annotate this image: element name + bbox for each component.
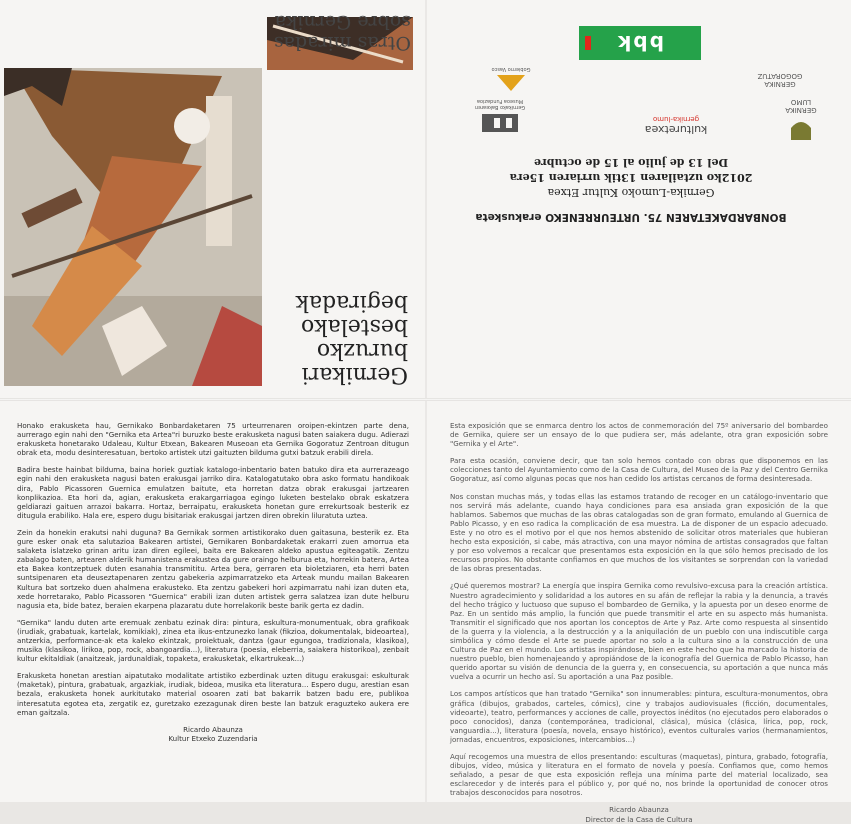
paragraph: Para esta ocasión, conviene decir, que tan solo hemos contado con obras que disponemos en las colecciones tanto del Ayuntamiento como de la Casa de Cultura, del Museo de la Paz y del Centro Gernika Gogoratuz, así como algunas pocas que nos han cedido los artistas cercanos de forma desinteresada. — [450, 456, 828, 484]
basque-text-panel — [0, 401, 425, 802]
kulturetxea-logo: kulturetxea gernika-lumo — [644, 115, 708, 136]
paragraph: Esta exposición que se enmarca dentro los actos de conmemoración del 75º aniversario del bombardeo de Gernika, quiere ser un ensayo de lo que pudiera ser, más adelante, otra gran exposición sobre "Gernika y el Arte". — [450, 421, 828, 449]
bbk-logo: bbk — [579, 26, 701, 60]
exhibit-info — [451, 154, 811, 223]
paragraph: Honako erakusketa hau, Gernikako Bonbardaketaren 75 urteurrenaren oroipen-ekintzen parte dena, aurrerago egin nahi den "Gernika eta Artea"ri buruzko beste erakusketa nagusi baten saiakera dugu. Adierazi erakusketa honetarako Udaleau, Kultur Etxean, Bakearen Museoan eta Gernika Gogoratuz Zentroan ditugun obrak eta, modu desinteresatuan, bertoko artistek utzi gaituzten bilduma gutxi batzuk erabili direla. — [17, 421, 409, 458]
basque-text — [17, 421, 409, 743]
cover-artwork — [4, 68, 262, 386]
signature-name: Ricardo Abaunza — [609, 805, 669, 815]
exhibit-dates-spanish: Del 13 de julio al 15 de octubre — [533, 156, 729, 169]
signature-role: Director de la Casa de Cultura — [585, 814, 693, 824]
cover-subtitle — [274, 11, 411, 53]
signature-role: Kultur Etxeko Zuzendaria — [168, 733, 258, 743]
spanish-text-panel — [427, 401, 851, 824]
title-line: buruzko — [316, 338, 408, 363]
signature-name: Ricardo Abaunza — [183, 724, 243, 734]
paragraph: Zein da honekin erakutsi nahi duguna? Ba Gernikak sormen artistikorako duen gaitasuna, besterik ez. Eta gure esker onak eta salutazioa Bakearen artistei, Gernikaren Bonbardaketak erakarri zuen amorrua eta salaketa islatzeko grinan aritu izan diren egileei, baita ere Bakearen aldeko apustua egiteagatik. Zentzu zabalago baten, artearen alderik humanistena erakustea da gure oraingo helburua eta, horrekin batera, Artea eta Bakea kontzeptuek duten esanahia transmititu. Artea bera, gerraren eta bioletziaren, eta herri baten suntsipenaren eta deuseztapenaren zentzu gabekeria azpimarratzeko eta Arteak mundu mailan Bakearen Kultura bat sortzeko duen ahalmena erakusteko. Eta zentzu gabekeri hori azpimarratu nahi izan duten eta, xede horretarako, Pablo Picassoren "Guernica" erabili izan duten artistek gerra salatzea izan dute helburu nagusia eta, bide batez, beraien ekarpena plazaratu dute horrelakorik beste barik gerta ez dadin. — [17, 527, 409, 610]
horizontal-fold — [0, 398, 851, 401]
gernika-lumo-logo: GERNIKA LUMO — [777, 98, 825, 142]
artwork-image — [4, 68, 262, 386]
exhibit-dates-basque: 2012ko uztailaren 13tik urriaren 15era — [509, 171, 753, 184]
gernika-gogoratuz-logo: GERNIKA GOGORATUZ — [757, 72, 803, 88]
cover-title — [266, 290, 408, 386]
title-line: Gernikari — [301, 362, 408, 387]
title-line: bestelako — [301, 314, 408, 339]
title-line: begiradak — [295, 290, 408, 315]
vertical-fold — [425, 0, 427, 802]
paragraph: "Gernika" landu duten arte eremuak zenbatu ezinak dira: pintura, eskultura-monumentuak, obra grafikoak (irudiak, grabatuak, kartelak, komikiak), zinea eta ikus-entzunezko lanak (fikzioa, dokumentalak, bideoartea), antzerkia, performance-ak eta kaleko ekintzak, proiektuak, dantza (gaur egungoa, tradizionala, klasikoa), musika (klasikoa, lirikoa, pop, rock, abangoardia...), literatura (poesia, eleberria, saiakera historikoa), zenbait kultur ekitaldiak (anaitzeak, jardunaldiak, topaketa, erakusketak, elkartrukeak...) — [17, 617, 409, 664]
tree-emblem-icon — [496, 74, 526, 92]
cover-panel-right — [427, 0, 851, 398]
paragraph: Badira beste hainbat bilduma, baina horiek guztiak katalogo-inbentario baten batuko dira eta aurrerazeago egin nahi den erakusketa nagusi baten erakusgai jarriko dira. Katalogatutako obra asko formatu handikoak dira, Pablo Picassoren Guernica emulatzen baitute, eta horretan datza obrak erakusgai jartzearen konplikazioa. Eta hori da, agian, erakusketa erakargarriagoa egingo luketen bestelako obrak eskatzera geldiarazi gaituen arrazoi bakarra. Hortaz, berraipatu, erakusketa honetan gure errekurtsoak besterik ez ditugula erabiliko. Hala ere, espero dugu bisitariak erakusgai jartzen diren obrekin liluratuta uztea. — [17, 465, 409, 520]
gobierno-vasco-logo: Gobierno Vasco — [471, 66, 551, 92]
paragraph: ¿Qué queremos mostrar? La energía que inspira Gernika como revulsivo-excusa para la creación artística. Nuestro agradecimiento y solidaridad a los autores en su afán de reflejar la rabia y la denuncia, a través del hecho trágico y luctuoso que supuso el bombardeo de Gernika, y la apuesta por un deseo enorme de Paz. En un sentido más amplio, la función que puede transmitir el arte en su aspecto más humanista. Transmitir el significado que nos aportan los conceptos de Arte y Paz. Arte como respuesta al sinsentido de la guerra y la violencia, a la destrucción y a la aniquilación de un pueblo con una indiscutible carga simbólica y cómo desde el Arte se puede aportar no solo a la cultura sino a la construcción de una Cultura de Paz en el mundo. Los artistas inspirándose, bien en este hecho que ha marcado la historia de nuestro pueblo, bien homenajeando y apropiándose de la iconografía del Guernica de Pablo Picasso, han querido aportar su visión de denuncia de la guerra y, en consecuencia, su aportación a que nunca más vuelva a ocurrir un hecho así. Su aportación a una Paz posible. — [450, 581, 828, 682]
paragraph: Los campos artísticos que han tratado "Gernika" son innumerables: pintura, escultura-monumentos, obra gráfica (dibujos, grabados, carteles, cómics), cine y trabajos audiovisuales (ficción, documentales, videoarte), teatro, performances y acciones de calle, proyectos inéditos (no ejecutados pero elaborados o poco conocidos), danza (contemporánea, tradicional, clásica), música (clásica, lírica, pop, rock, vanguardia...), literatura (poesía, novela, ensayo histórico), eventos culturales varios (hermanamientos, jornadas, encuentros, exposiciones, intercambios...) — [450, 689, 828, 744]
gernika-shield-icon — [788, 116, 814, 142]
exhibit-venue: Gernika-Lumoko Kultur Etxea — [547, 186, 715, 199]
cover-panel-left — [0, 0, 425, 398]
subtitle-line: Otras miradas — [273, 32, 411, 54]
paragraph: Aquí recogemos una muestra de ellos presentando: esculturas (maquetas), pintura, grabado, fotografía, dibujos, vídeo, música y literatura en el formato de novela y poesía. Confiamos que, como hemos señalado, a pesar de que esta exposición refleja una mínima parte del material localizado, sea esclarecedor y de interés para el público y, por qué no, nos brinde la oportunidad de conocer otros trabajos desconocidos para nosotros. — [450, 752, 828, 798]
spanish-text — [450, 421, 828, 824]
bbk-mark-icon — [585, 36, 591, 50]
paragraph: Nos constan muchas más, y todas ellas las estamos tratando de recoger en un catálogo-inventario que nos servirá más adelante, cuando haya condiciones para esa ansiada gran exposición de la que hablamos. Sabemos que muchas de las obras catalogadas son de gran formato, emulando al Guernica de Pablo Picasso, y en eso radica la complicación de esa muestra. La de disponer de un espacio adecuado. Este y no otro es el motivo por el que nos hemos abstenido de solicitar otros materiales que hubieran hecho esta exposición, si cabe, más atractiva, con una mayor nómina de artistas consagrados que faltan y por eso volvemos a recalcar que presentamos esta exposición en la que sólo hemos precisado de los recursos propios. No obstante confiamos en que muchos de los visitantes se sorprendan con la variedad de las obras presentadas. — [450, 491, 828, 574]
museo-paz-logo: Gernikako Bakearen Museoa Fundazioa — [465, 98, 535, 136]
museum-building-icon — [480, 112, 520, 136]
subtitle-line: sobre Gernika — [274, 11, 411, 33]
paragraph: Erakusketa honetan arestian aipatutako modalitate artistiko ezberdinak uzten ditugu erakusgai: eskulturak (maketak), pintura, grabatuak, argazkiak, irudiak, bideoa, musika eta literatura... Espero dugu, arestian esan bezala, erakusketa honek aurkitutako material osoaren zati bat bakarrik batzen badu ere, publikoa interesatuta egotea eta, zergatik ez, guretzako ezezagunak diren beste lan batzuk eraguzteko aukera ere eman gaitzala. — [17, 671, 409, 717]
exhibit-heading: BONBARDAKETAREN 75. URTEURRENEKO erakusketa — [475, 211, 787, 223]
